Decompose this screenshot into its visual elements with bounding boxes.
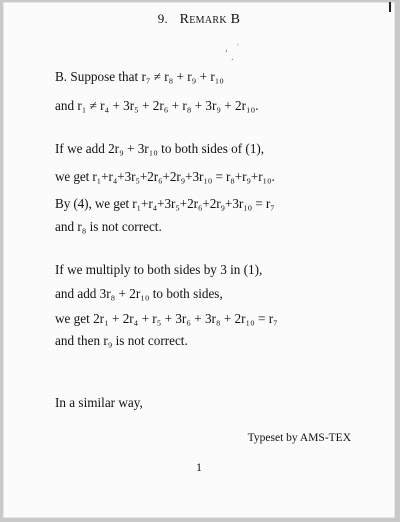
body-line: In a similar way, [55,395,143,410]
body-line: and add 3r₈ + 2r₁₀ to both sides, [55,286,223,301]
page-number: 1 [196,460,202,474]
body-line: we get r₁+r₄+3r₅+2r₆+2r₉+3r₁₀ = r₈+r₉+r₁₀. [55,169,275,184]
body-line: If we add 2r₉ + 3r₁₀ to both sides of (1), [55,141,265,156]
body-line: we get 2r₁ + 2r₄ + r₅ + 3r₆ + 3r₈ + 2r₁₀ = r₇ [55,311,278,326]
body-line: and then r₉ is not correct. [55,333,188,348]
body-line: By (4), we get r₁+r₄+3r₅+2r₆+2r₉+3r₁₀ = r₇ [55,196,275,211]
body-line: If we multiply to both sides by 3 in (1), [55,262,263,277]
scan-specks: , ʿ · [225,42,240,66]
body-line: and r₈ is not correct. [55,219,162,234]
document-page [3,2,395,518]
section-title: Remark B [179,12,241,27]
running-header [3,11,395,28]
body-line: B. Suppose that r₇ ≠ r₈ + r₉ + r₁₀ [55,69,224,84]
section-number: 9. [157,11,169,26]
typeset-credit: Typeset by AMS-TEX [247,432,351,444]
body-line: and r₁ ≠ r₄ + 3r₅ + 2r₆ + r₈ + 3r₉ + 2r₁₀. [55,98,259,113]
